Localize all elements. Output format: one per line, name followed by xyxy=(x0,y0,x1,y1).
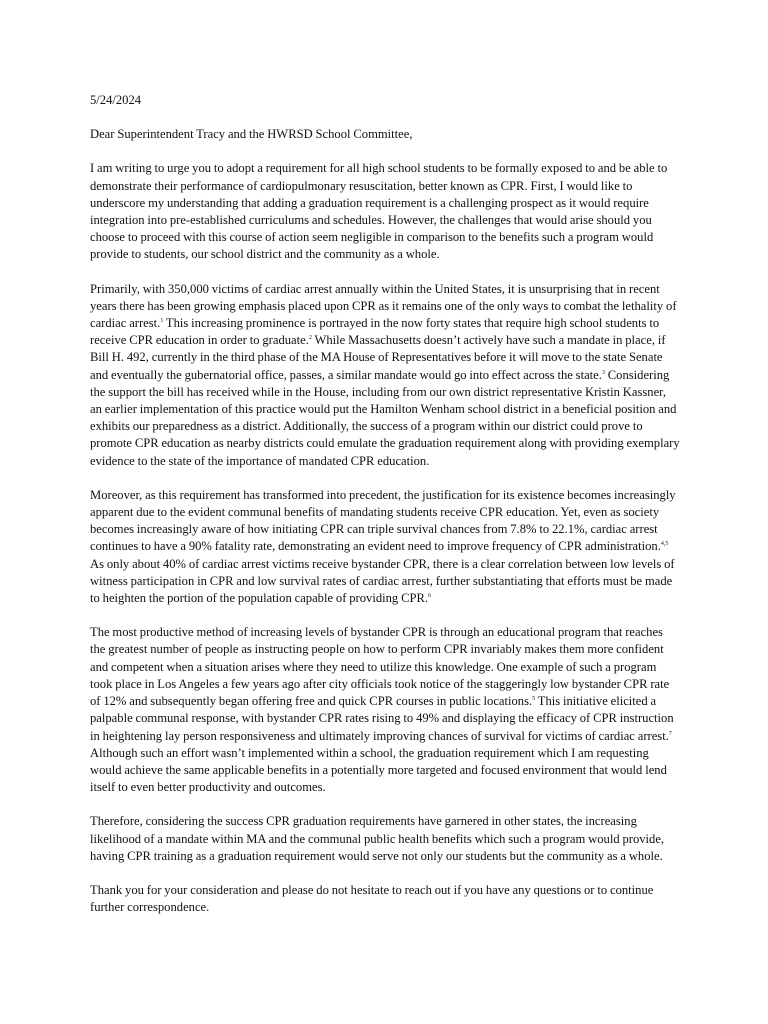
paragraph-text: While Massachusetts doesn’t actively have such a mandate in place, if Bill H. 492, currently in the third phase of the MA House of Representatives before it will move to the state Senate and eventually the gubernatorial office, passes, a similar mandate would go into effect across the state. xyxy=(90,333,666,382)
paragraph-text: I am writing to urge you to adopt a requirement for all high school students to be formally exposed to and be able to demonstrate their performance of cardiopulmonary resuscitation, better known as CPR. First, I would like to underscore my understanding that adding a graduation requirement is a challenging prospect as it would require integration into pre-established curriculums and schedules. However, the challenges that would arise should you choose to proceed with this course of action seem negligible in comparison to the benefits such a program would provide to students, our school district and the community as a whole. xyxy=(90,161,668,262)
footnote-reference: 6 xyxy=(428,593,432,600)
paragraph-text: The most productive method of increasing levels of bystander CPR is through an educational program that reaches the greatest number of people as instructing people on how to perform CPR invariably makes them more confident and competent when a situation arises where they need to utilize this knowledge. One example of such a program took place in Los Angeles a few years ago after city officials took notice of the staggeringly low bystander CPR rate of 12% and subsequently began offering free and quick CPR courses in public locations. xyxy=(90,625,670,709)
paragraph-text: Considering the support the bill has received while in the House, including from our own district representative Kristin Kassner, an earlier implementation of this practice would put the Hamilton Wenham school district in a beneficial position and exhibits our preparedness as a district. Additionally, the success of a program within our district could prove to promote CPR education as nearby districts could emulate the graduation requirement along with providing exemplary evidence to the state of the importance of mandated CPR education. xyxy=(90,367,680,468)
letter-date: 5/24/2024 xyxy=(90,93,142,107)
footnote-reference: 2 xyxy=(308,335,312,342)
footnote-reference: 1 xyxy=(160,318,164,325)
body-paragraph xyxy=(90,487,680,607)
footnote-reference: 5 xyxy=(532,696,536,703)
paragraph-text: As only about 40% of cardiac arrest victims receive bystander CPR, there is a clear correlation between low levels of witness participation in CPR and low survival rates of cardiac arrest, further substantiating that efforts must be made to heighten the portion of the population capable of providing CPR. xyxy=(90,556,675,606)
body-paragraph xyxy=(90,882,680,916)
paragraph-text: Moreover, as this requirement has transformed into precedent, the justification for its existence becomes increasingly apparent due to the evident communal benefits of mandating students receive CPR education. Yet, even as society becomes increasingly aware of how initiating CPR can triple survival chances from 7.8% to 22.1%, cardiac arrest continues to have a 90% fatality rate, demonstrating an evident need to improve frequency of CPR administration. xyxy=(90,487,676,554)
footnote-reference: 4,5 xyxy=(660,541,669,548)
paragraph-text: This initiative elicited a palpable communal response, with bystander CPR rates rising to 49% and displaying the efficacy of CPR instruction in heightening lay person responsiveness and ultimately improving chances of survival for victims of cardiac arrest. xyxy=(90,694,674,743)
footnote-reference: 3 xyxy=(601,369,605,376)
body-paragraph xyxy=(90,160,680,263)
paragraph-text: This increasing prominence is portrayed in the now forty states that require high school students to receive CPR education in order to graduate. xyxy=(90,316,660,348)
paragraph-text: Although such an effort wasn’t implemented within a school, the graduation requirement which I am requesting would achieve the same applicable benefits in a potentially more targeted and focused environment that would lend itself to even better productivity and outcomes. xyxy=(90,745,667,795)
body-paragraph xyxy=(90,281,680,470)
paragraph-text: Primarily, with 350,000 victims of cardiac arrest annually within the United States, it is unsurprising that in recent years there has been growing emphasis placed upon CPR as it remains one of the only ways to combat the lethality of cardiac arrest. xyxy=(90,281,677,331)
body-paragraph xyxy=(90,624,680,796)
letter-page xyxy=(90,92,680,933)
letter-greeting: Dear Superintendent Tracy and the HWRSD School Committee, xyxy=(90,127,413,142)
body-paragraph xyxy=(90,813,680,865)
paragraph-text: Therefore, considering the success CPR graduation requirements have garnered in other states, the increasing likelihood of a mandate within MA and the communal public health benefits which such a program would provide, having CPR training as a graduation requirement would serve not only our students but the community as a whole. xyxy=(90,814,665,863)
paragraph-text: Thank you for your consideration and please do not hesitate to reach out if you have any questions or to continue further correspondence. xyxy=(90,882,654,915)
footnote-reference: 7 xyxy=(668,730,672,737)
letter-body xyxy=(90,160,680,916)
